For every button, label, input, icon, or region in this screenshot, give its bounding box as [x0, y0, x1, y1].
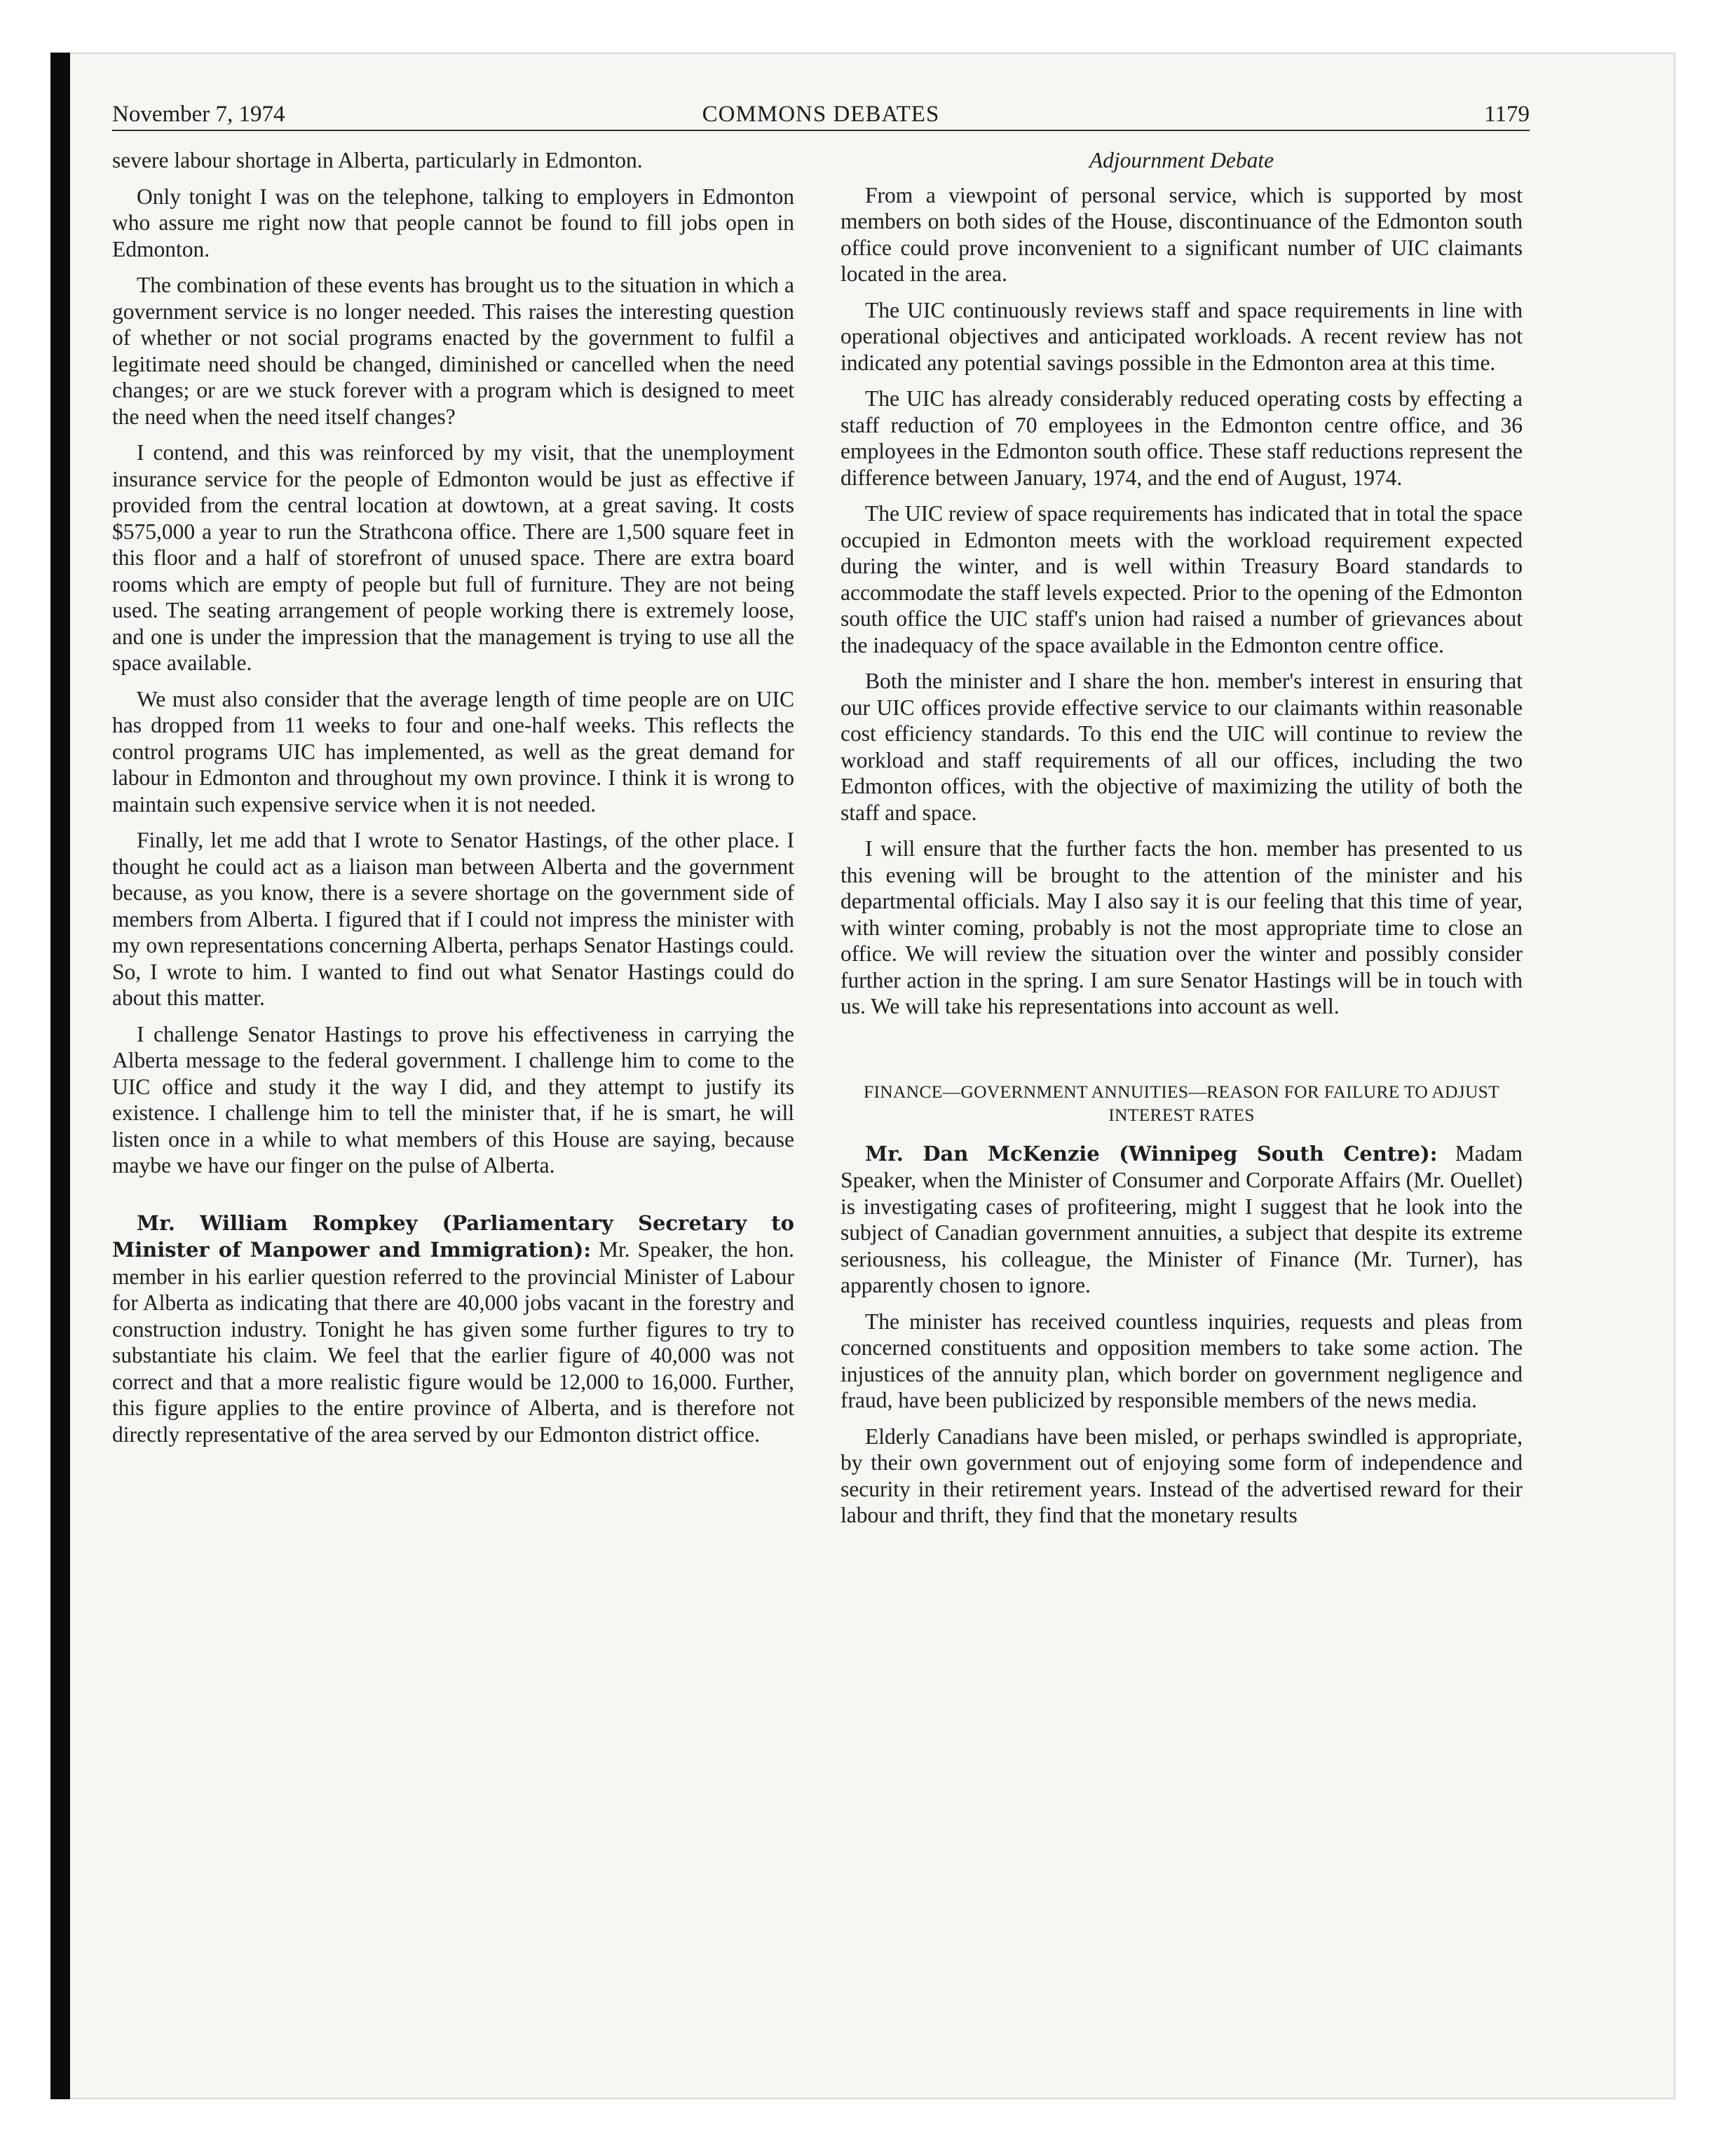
- header-date: November 7, 1974: [112, 102, 285, 127]
- speaker-name: Mr. William Rompkey (Parliamentary Secretary to Minister of Manpower and Immigration):: [112, 1210, 794, 1262]
- paragraph: I challenge Senator Hastings to prove his effectiveness in carrying the Alberta message to the federal government. I challenge him to come to the UIC office and study it the way I did, and they attempt to justify its existence. I challenge him to tell the minister that, if he is smart, he will listen once in a while to what members of this House are saying, because maybe we have our finger on the pulse of Alberta.: [112, 1021, 794, 1178]
- paragraph: The UIC review of space requirements has indicated that in total the space occupied in Edmonton meets with the workload requirement expected during the winter, and is well within Treasury Board standards to accommodate the staff levels expected. Prior to the opening of the Edmonton south office the UIC staff's union had raised a number of grievances about the inadequacy of the space available in the Edmonton centre office.: [841, 501, 1523, 657]
- right-column: [841, 147, 1523, 1538]
- paragraph: Finally, let me add that I wrote to Senator Hastings, of the other place. I thought he could act as a liaison man between Alberta and the government because, as you know, there is a severe shortage on the government side of members from Alberta. I figured that if I could not impress the minister with my own representations concerning Alberta, perhaps Senator Hastings could. So, I wrote to him. I wanted to find out what Senator Hastings could do about this matter.: [112, 828, 794, 1010]
- speech-text: Mr. Speaker, the hon. member in his earlier question referred to the provincial Minister of Labour for Alberta as indicating that there are 40,000 jobs vacant in the forestry and construction industry. Tonight he has given some further figures to try to substantiate his claim. We feel that the earlier figure of 40,000 was not correct and that a more realistic figure would be 12,000 to 16,000. Further, this figure applies to the entire province of Alberta, and is therefore not directly representative of the area served by our Edmonton district office.: [112, 1237, 794, 1447]
- speaker-name: Mr. Dan McKenzie (Winnipeg South Centre):: [865, 1141, 1438, 1166]
- paragraph: Only tonight I was on the telephone, talking to employers in Edmonton who assure me right now that people cannot be found to fill jobs open in Edmonton.: [112, 184, 794, 261]
- paragraph: Elderly Canadians have been misled, or perhaps swindled is appropriate, by their own government out of enjoying some form of independence and security in their retirement years. Instead of the advertised reward for their labour and thrift, they find that the monetary results: [841, 1424, 1523, 1527]
- paragraph: The combination of these events has brought us to the situation in which a government service is no longer needed. This raises the interesting question of whether or not social programs enacted by the government to fulfil a legitimate need should be changed, diminished or cancelled when the need changes; or are we stuck forever with a program which is designed to meet the need when the need itself changes?: [112, 273, 794, 429]
- paragraph: Both the minister and I share the hon. member's interest in ensuring that our UIC offices provide effective service to our claimants within reasonable cost efficiency standards. To this end the UIC will continue to review the workload and staff requirements of all our offices, including the two Edmonton offices, with the objective of maximizing the utility of both the staff and space.: [841, 669, 1523, 825]
- speech-text: Madam Speaker, when the Minister of Consumer and Corporate Affairs (Mr. Ouellet) is investigating cases of profiteering, might I suggest that he look into the subject of Canadian government annuities, a subject that despite its extreme seriousness, his colleague, the Minister of Finance (Mr. Turner), has apparently chosen to ignore.: [841, 1140, 1523, 1297]
- paragraph: From a viewpoint of personal service, which is supported by most members on both sides of the House, discontinuance of the Edmonton south office could prove inconvenient to a significant number of UIC claimants located in the area.: [841, 182, 1523, 286]
- paragraph: The UIC has already considerably reduced operating costs by effecting a staff reduction of 70 employees in the Edmonton centre office, and 36 employees in the Edmonton south office. These staff reductions represent the difference between January, 1974, and the end of August, 1974.: [841, 386, 1523, 490]
- scan-binding-edge: [50, 53, 70, 2099]
- paragraph: The UIC continuously reviews staff and space requirements in line with operational objectives and anticipated workloads. A recent review has not indicated any potential savings possible in the Edmonton area at this time.: [841, 297, 1523, 375]
- section-heading: FINANCE—GOVERNMENT ANNUITIES—REASON FOR FAILURE TO ADJUST INTEREST RATES: [863, 1081, 1500, 1125]
- paragraph: I contend, and this was reinforced by my visit, that the unemployment insurance service for the people of Edmonton would be just as effective if provided from the central location at dowtown, at a great saving. It costs $575,000 a year to run the Strathcona office. There are 1,500 square feet in this floor and a half of storefront of unused space. There are extra board rooms which are empty of people but full of furniture. They are not being used. The seating arrangement of people working there is extremely loose, and one is under the impression that the management is trying to use all the space available.: [112, 440, 794, 675]
- header-page-number: 1179: [1484, 102, 1530, 127]
- paragraph: The minister has received countless inquiries, requests and pleas from concerned constituents and opposition members to take some action. The injustices of the annuity plan, which border on government negligence and fraud, have been publicized by responsible members of the news media.: [841, 1309, 1523, 1412]
- speech-rompkey: [112, 1210, 794, 1448]
- scan-border-right: [1674, 53, 1675, 2099]
- paragraph: I will ensure that the further facts the hon. member has presented to us this evening will be brought to the attention of the minister and his departmental officials. May I also say it is our feeling that this time of year, with winter coming, probably is not the most appropriate time to close an office. We will review the situation over the winter and possibly consider further action in the spring. I am sure Senator Hastings will be in touch with us. We will take his representations into account as well.: [841, 836, 1523, 1018]
- paragraph: We must also consider that the average length of time people are on UIC has dropped from 11 weeks to four and one-half weeks. This reflects the control programs UIC has implemented, as well as the great demand for labour in Edmonton and throughout my own province. I think it is wrong to maintain such expensive service when it is not needed.: [112, 686, 794, 817]
- speech-mckenzie: [841, 1140, 1523, 1299]
- scan-border-bottom: [70, 2098, 1675, 2099]
- header-rule: [112, 130, 1530, 131]
- header-publication: COMMONS DEBATES: [702, 102, 940, 127]
- paragraph: severe labour shortage in Alberta, particularly in Edmonton.: [112, 148, 643, 172]
- scan-border-top: [70, 53, 1675, 54]
- page-header: [112, 102, 1530, 137]
- running-head: Adjournment Debate: [1089, 148, 1274, 172]
- left-column: [112, 147, 794, 1457]
